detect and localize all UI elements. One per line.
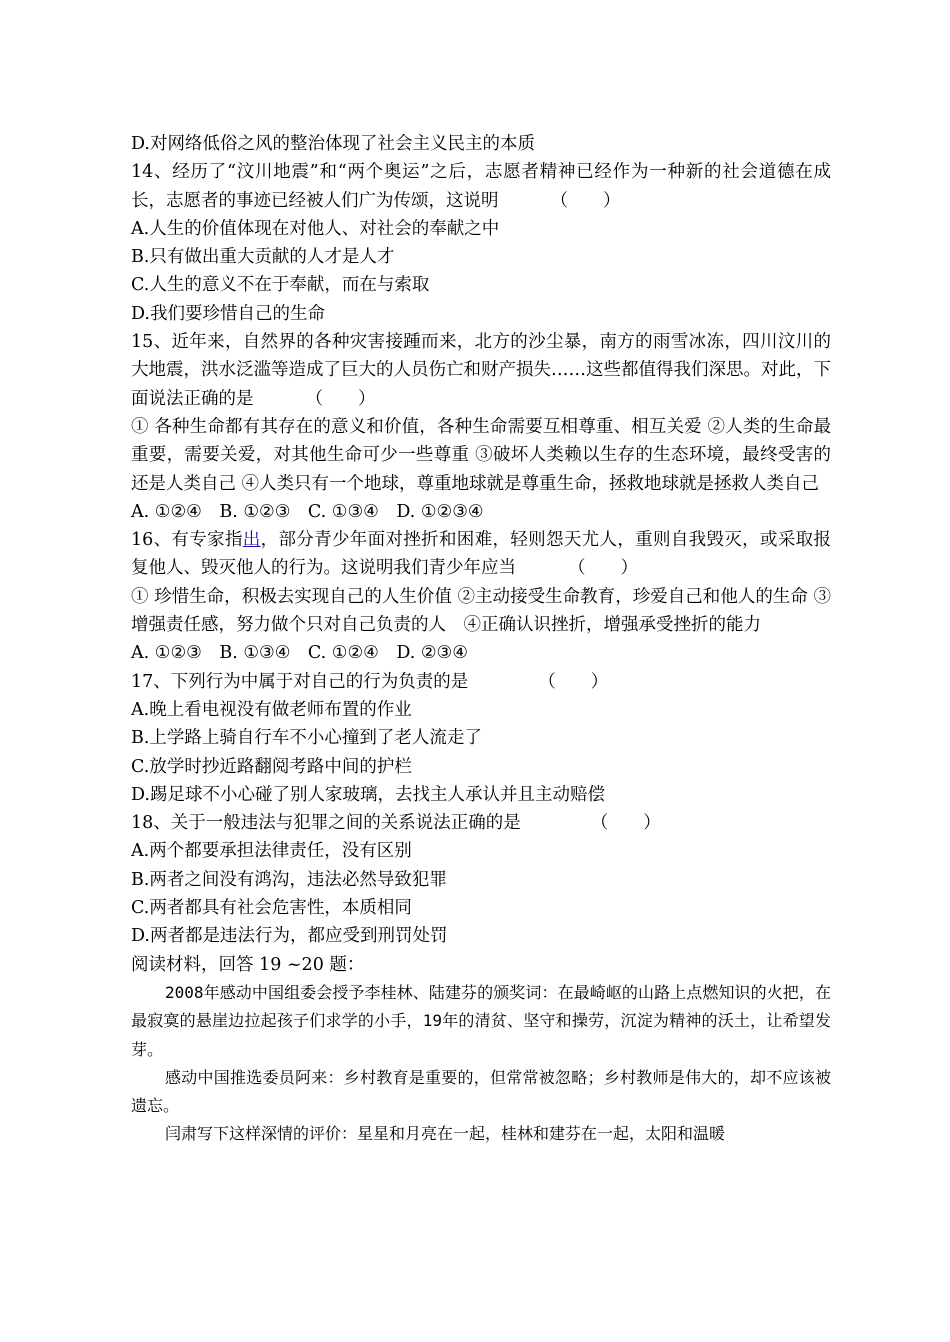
q15-statements: ① 各种生命都有其存在的意义和价值，各种生命需要互相尊重、相互关爱 ②人类的生命最重要，需要关爱，对其他生命可少一些尊重 ③破坏人类赖以生存的生态环境，最终受害的还是人类自己 ④人类只有一个地球，尊重地球就是尊重生命，拯救地球就是拯救人类自己	[131, 416, 831, 494]
q17-block	[131, 668, 831, 809]
reading-block	[131, 951, 831, 1149]
q18-option-b: B.两者之间没有鸿沟，违法必然导致犯罪	[131, 869, 447, 890]
q15-options: A. ①②④ B. ①②③ C. ①③④ D. ①②③④	[131, 501, 484, 522]
q16-options: A. ①②③ B. ①③④ C. ①②④ D. ②③④	[131, 643, 468, 664]
q15-stem	[131, 328, 831, 413]
q17-stem	[131, 668, 831, 696]
q18-option-d: D.两者都是违法行为，都应受到刑罚处罚	[131, 926, 448, 947]
q18-stem-text: 18、关于一般违法与犯罪之间的关系说法正确的是	[131, 813, 521, 834]
q15-stem-text: 15、近年来，自然界的各种灾害接踵而来，北方的沙尘暴，南方的雨雪冰冻，四川汶川的大地震，洪水泛滥等造成了巨大的人员伤亡和财产损失……这些都值得我们深思。对此，下面说法正确的是	[131, 332, 831, 409]
q14-block	[131, 158, 831, 328]
q16-stem	[131, 526, 831, 583]
q17-option-c: C.放学时抄近路翻阅考路中间的护栏	[131, 756, 412, 777]
q15-answer-bracket: （ ）	[305, 388, 376, 409]
reading-intro: 阅读材料，回答 19 ~20 题：	[131, 954, 365, 975]
reading-paragraph: 2008年感动中国组委会授予李桂林、陆建芬的颁奖词：在最崎岖的山路上点燃知识的火把，在最寂寞的悬崖边拉起孩子们求学的小手，19年的清贫、坚守和操劳，沉淀为精神的沃土，让希望发芽。	[131, 982, 831, 1059]
reading-paragraph: 闫肃写下这样深情的评价：星星和月亮在一起，桂林和建芬在一起，太阳和温暖	[165, 1124, 726, 1144]
q14-answer-bracket: （ ）	[550, 190, 621, 211]
q18-answer-bracket: （ ）	[590, 813, 661, 834]
q14-option-b: B.只有做出重大贡献的人才是人才	[131, 247, 395, 268]
q15-block	[131, 328, 831, 526]
q13-option-d: D.对网络低俗之风的整治体现了社会主义民主的本质	[131, 134, 535, 154]
exam-content	[131, 130, 831, 1149]
q14-stem	[131, 158, 831, 215]
q14-option-a: A.人生的价值体现在对他人、对社会的奉献之中	[131, 218, 500, 239]
q16-stem-after: ，部分青少年面对挫折和困难，轻则怨天尤人，重则自我毁灭，或采取报复他人、毁灭他人的行为。这说明我们青少年应当	[131, 530, 831, 579]
q18-option-a: A.两个都要承担法律责任，没有区别	[131, 841, 412, 862]
q14-stem-text: 14、经历了“汶川地震”和“两个奥运”之后，志愿者精神已经作为一种新的社会道德在成长，志愿者的事迹已经被人们广为传颂，这说明	[131, 162, 831, 211]
q17-answer-bracket: （ ）	[538, 671, 609, 692]
q16-answer-bracket: （ ）	[568, 558, 638, 579]
q14-option-d: D.我们要珍惜自己的生命	[131, 303, 325, 324]
q16-block	[131, 526, 831, 667]
q17-option-b: B.上学路上骑自行车不小心撞到了老人流走了	[131, 728, 482, 749]
q18-block	[131, 809, 831, 950]
q18-stem	[131, 809, 831, 837]
q17-stem-text: 17、下列行为中属于对自己的行为负责的是	[131, 671, 469, 692]
q18-option-c: C.两者都具有社会危害性，本质相同	[131, 898, 412, 919]
q17-option-d: D.踢足球不小心碰了别人家玻璃，去找主人承认并且主动赔偿	[131, 784, 605, 805]
q14-option-c: C.人生的意义不在于奉献，而在与索取	[131, 275, 430, 296]
reading-paragraph: 感动中国推选委员阿来：乡村教育是重要的，但常常被忽略；乡村教师是伟大的，却不应该被遗忘。	[131, 1067, 831, 1116]
q16-stem-link[interactable]: 出	[242, 530, 261, 551]
q17-option-a: A.晚上看电视没有做老师布置的作业	[131, 699, 412, 720]
q16-statements: ① 珍惜生命，积极去实现自己的人生价值 ②主动接受生命教育，珍爱自己和他人的生命 ③增强责任感，努力做个只对自己负责的人 ④正确认识挫折，增强承受挫折的能力	[131, 586, 831, 636]
q16-stem-before: 16、有专家指	[131, 530, 243, 551]
